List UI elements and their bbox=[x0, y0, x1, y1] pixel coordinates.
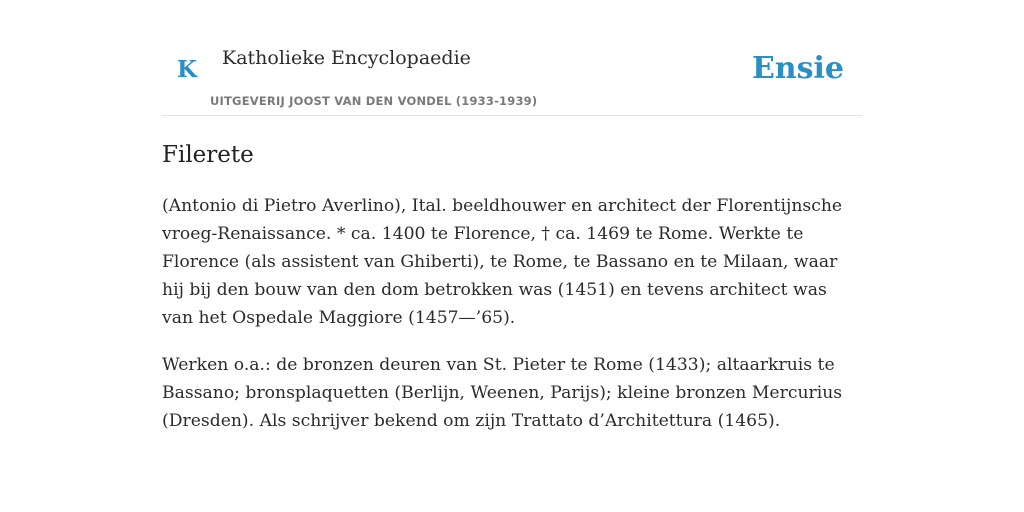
site-title[interactable]: Katholieke Encyclopaedie bbox=[222, 47, 471, 69]
entry-paragraph: (Antonio di Pietro Averlino), Ital. beeldhouwer en architect der Florentijnsche vroeg-Renaissance. * ca. 1400 te Florence, † ca. 1469 te Rome. Werkte te Florence (als assistent van Ghiberti), te Rome, te Bassano en te Milaan, waar hij bij den bouw van den dom betrokken was (1451) en tevens architect was van het Ospedale Maggiore (1457—’65). bbox=[162, 196, 843, 328]
logo-k-icon[interactable]: K bbox=[177, 56, 197, 83]
entry-body bbox=[162, 192, 862, 454]
entry-paragraph: Werken o.a.: de bronzen deuren van St. Pieter te Rome (1433); altaarkruis te Bassano; bronsplaquetten (Berlijn, Weenen, Parijs); kleine bronzen Mercurius (Dresden). Als schrijver bekend om zijn Trattato d’Architettura (1465). bbox=[162, 355, 843, 431]
publisher-subtitle: UITGEVERIJ JOOST VAN DEN VONDEL (1933-1939) bbox=[210, 94, 538, 108]
page-title: Filerete bbox=[162, 142, 254, 168]
ensie-logo[interactable]: Ensie bbox=[751, 51, 844, 86]
site-header bbox=[162, 0, 862, 116]
